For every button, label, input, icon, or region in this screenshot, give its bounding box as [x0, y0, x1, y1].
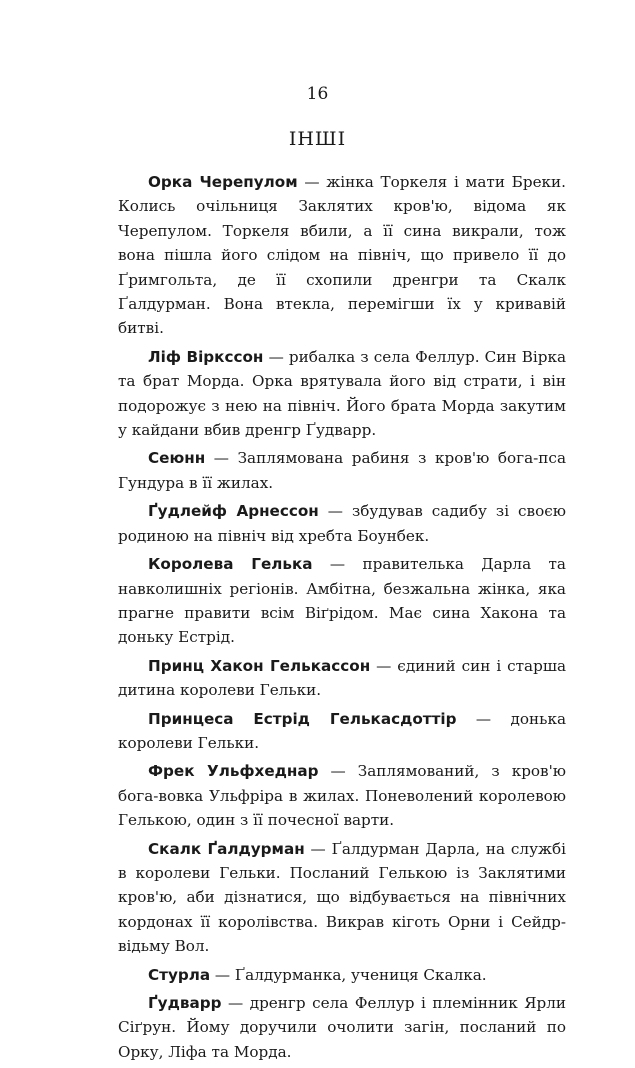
character-list [118, 170, 566, 1068]
character-entry [118, 654, 566, 703]
character-description: — Ґалдурманка, учениця Скалка. [210, 965, 487, 984]
character-description: — єдиний син і старша дитина королеви Гельки. [118, 656, 567, 700]
character-name: Стурла [148, 965, 211, 984]
character-name: Сеюнн [148, 449, 206, 468]
character-description: — Заплямована рабиня з кров'ю бога-пса Гундура в її жилах. [118, 449, 566, 492]
character-name: Ліф Віркссон [148, 347, 264, 366]
character-name: Фрек Ульфхеднар [148, 762, 319, 781]
character-description: — дренгр села Феллур і племінник Ярли Сіґрун. Йому доручили очолити загін, посланий по Орку, Ліфа та Морда. [118, 994, 566, 1061]
character-entry [118, 837, 566, 959]
character-name: Королева Гелька [148, 555, 313, 574]
character-entry [118, 499, 566, 548]
character-name: Принц Хакон Гелькассон [148, 656, 371, 675]
character-name: Скалк Ґалдурман [148, 839, 305, 858]
character-description: — донька королеви Гельки. [118, 709, 566, 752]
character-description: — Ґалдурман Дарла, на службі в королеви Гельки. Посланий Гелькою із Заклятими кров'ю, аби дізнатися, що відбувається на північних кордонах її королівства. Викрав кіготь Орни і Сейдр-відьму Вол. [118, 839, 566, 956]
character-entry [118, 707, 566, 756]
character-entry [118, 963, 566, 987]
character-name: Ґудварр [148, 994, 222, 1012]
section-title: ІНШІ [288, 128, 347, 150]
character-description: — збудував садибу зі своєю родиною на північ від хребта Боунбек. [118, 502, 566, 545]
character-description: — рибалка з села Феллур. Син Вірка та брат Морда. Орка врятувала його від страти, і він подорожує з нею на північ. Його брата Морда закутим у кайдани вбив дренгр Ґудварр. [118, 347, 567, 440]
character-entry [118, 552, 566, 650]
page-number: 16 [306, 84, 329, 104]
character-entry [118, 446, 566, 495]
character-entry [118, 759, 566, 832]
character-description: — правителька Дарла та навколишніх регіонів. Амбітна, безжальна жінка, яка прагне правити всім Віґрідом. Має сина Хакона та доньку Естрід. [118, 555, 566, 647]
character-entry [118, 991, 566, 1064]
character-name: Принцеса Естрід Гелькасдоттір [148, 709, 457, 728]
character-entry [118, 345, 566, 443]
character-entry [118, 170, 566, 341]
character-description: — жінка Торкеля і мати Бреки. Колись очільниця Заклятих кров'ю, відома як Черепулом. Торкеля вбили, а її сина викрали, тож вона пішла його слідом на північ, що привело її до Ґримгольта, де її схопили дренгри та Скалк Ґалдурман. Вона втекла, перемігши їх у кривавій битві. [118, 173, 566, 338]
character-description: — Заплямований, з кров'ю бога-вовка Ульфріра в жилах. Поневолений королевою Гелькою, один з її почесної варти. [118, 762, 567, 830]
character-name: Ґудлейф Арнессон [148, 502, 319, 521]
character-name: Орка Черепулом [148, 173, 298, 191]
